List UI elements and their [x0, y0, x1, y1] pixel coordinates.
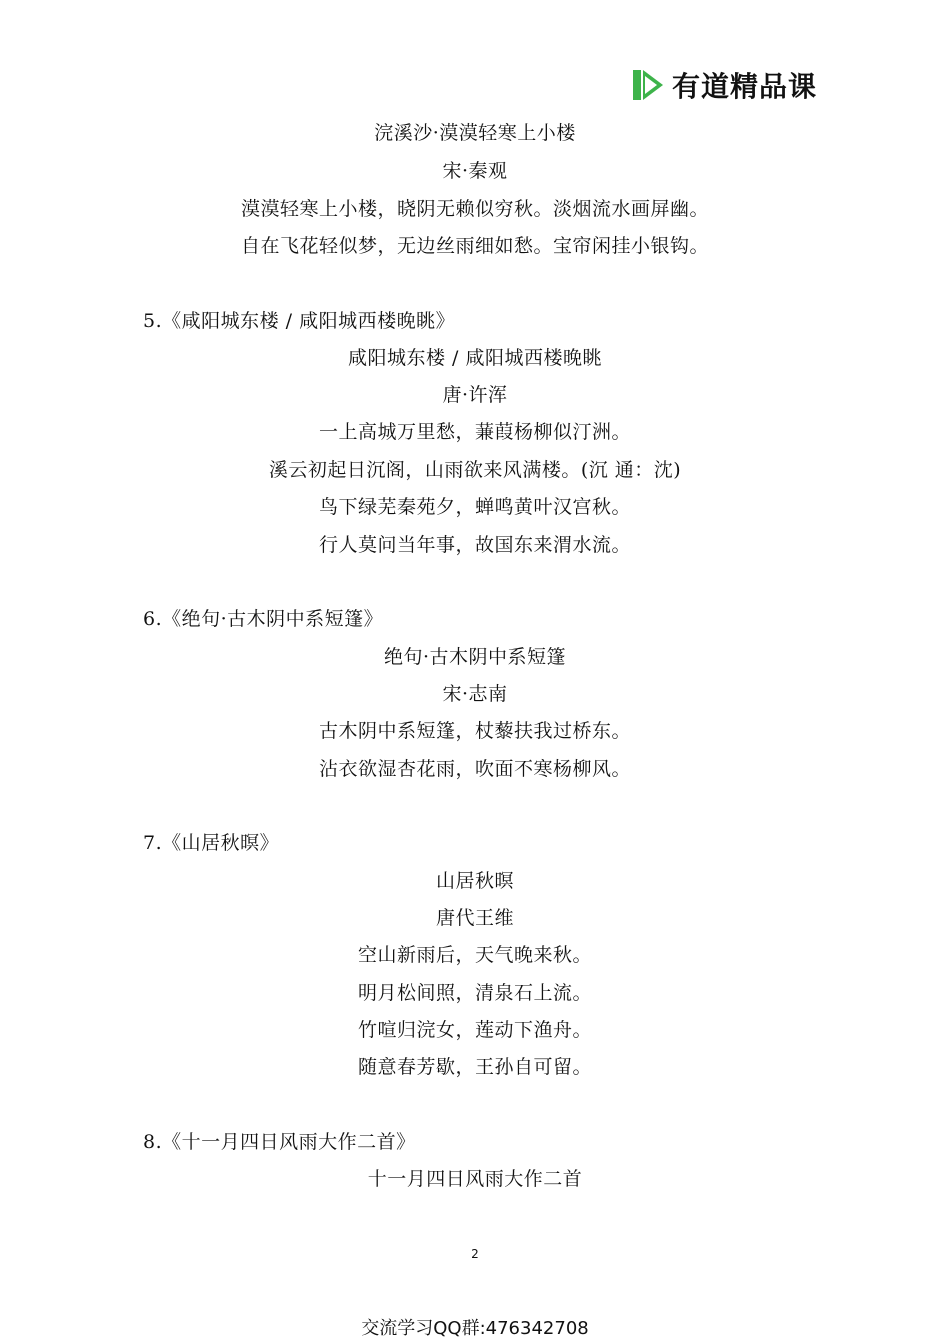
- section-heading: 8.《十一月四日风雨大作二首》: [143, 1131, 416, 1153]
- section-heading: 5.《咸阳城东楼 / 咸阳城西楼晚眺》: [143, 310, 456, 332]
- play-book-icon: [632, 68, 664, 102]
- poem-author: 宋·志南: [442, 683, 508, 705]
- page-number: 2: [471, 1247, 479, 1261]
- poem-line: 竹喧归浣女，莲动下渔舟。: [357, 1019, 592, 1041]
- poem-title: 绝句·古木阴中系短篷: [383, 646, 567, 668]
- section-heading: 6.《绝句·古木阴中系短篷》: [143, 608, 384, 630]
- poem-line: 行人莫问当年事，故国东来渭水流。: [318, 534, 631, 556]
- poem-title: 咸阳城东楼 / 咸阳城西楼晚眺: [348, 347, 602, 369]
- poem-title: 浣溪沙·漠漠轻寒上小楼: [374, 122, 576, 144]
- poem-line: 古木阴中系短篷，杖藜扶我过桥东。: [318, 720, 631, 742]
- footer-contact: 交流学习QQ群:476342708: [361, 1318, 589, 1339]
- section-heading: 7.《山居秋暝》: [143, 832, 280, 854]
- poem-author: 宋·秦观: [442, 160, 508, 182]
- poem-author: 唐代王维: [435, 907, 514, 929]
- poem-line: 随意春芳歇，王孙自可留。: [357, 1056, 592, 1078]
- poem-line: 明月松间照，清泉石上流。: [357, 982, 592, 1004]
- brand-logo: [632, 66, 817, 104]
- poem-line: 自在飞花轻似梦，无边丝雨细如愁。宝帘闲挂小银钩。: [240, 235, 709, 257]
- poem-line: 溪云初起日沉阁，山雨欲来风满楼。(沉 通：沈): [268, 459, 682, 481]
- poem-line: 一上高城万里愁，蒹葭杨柳似汀洲。: [318, 421, 631, 443]
- poem-line: 空山新雨后，天气晚来秋。: [357, 944, 592, 966]
- poem-author: 唐·许浑: [442, 384, 508, 406]
- poem-line: 鸟下绿芜秦苑夕，蝉鸣黄叶汉宫秋。: [318, 496, 631, 518]
- poem-line: 沾衣欲湿杏花雨，吹面不寒杨柳风。: [318, 758, 631, 780]
- poem-line: 漠漠轻寒上小楼，晓阴无赖似穷秋。淡烟流水画屏幽。: [240, 198, 709, 220]
- poem-title: 十一月四日风雨大作二首: [367, 1168, 583, 1190]
- poem-title: 山居秋暝: [435, 870, 514, 892]
- brand-name: 有道精品课: [672, 70, 818, 103]
